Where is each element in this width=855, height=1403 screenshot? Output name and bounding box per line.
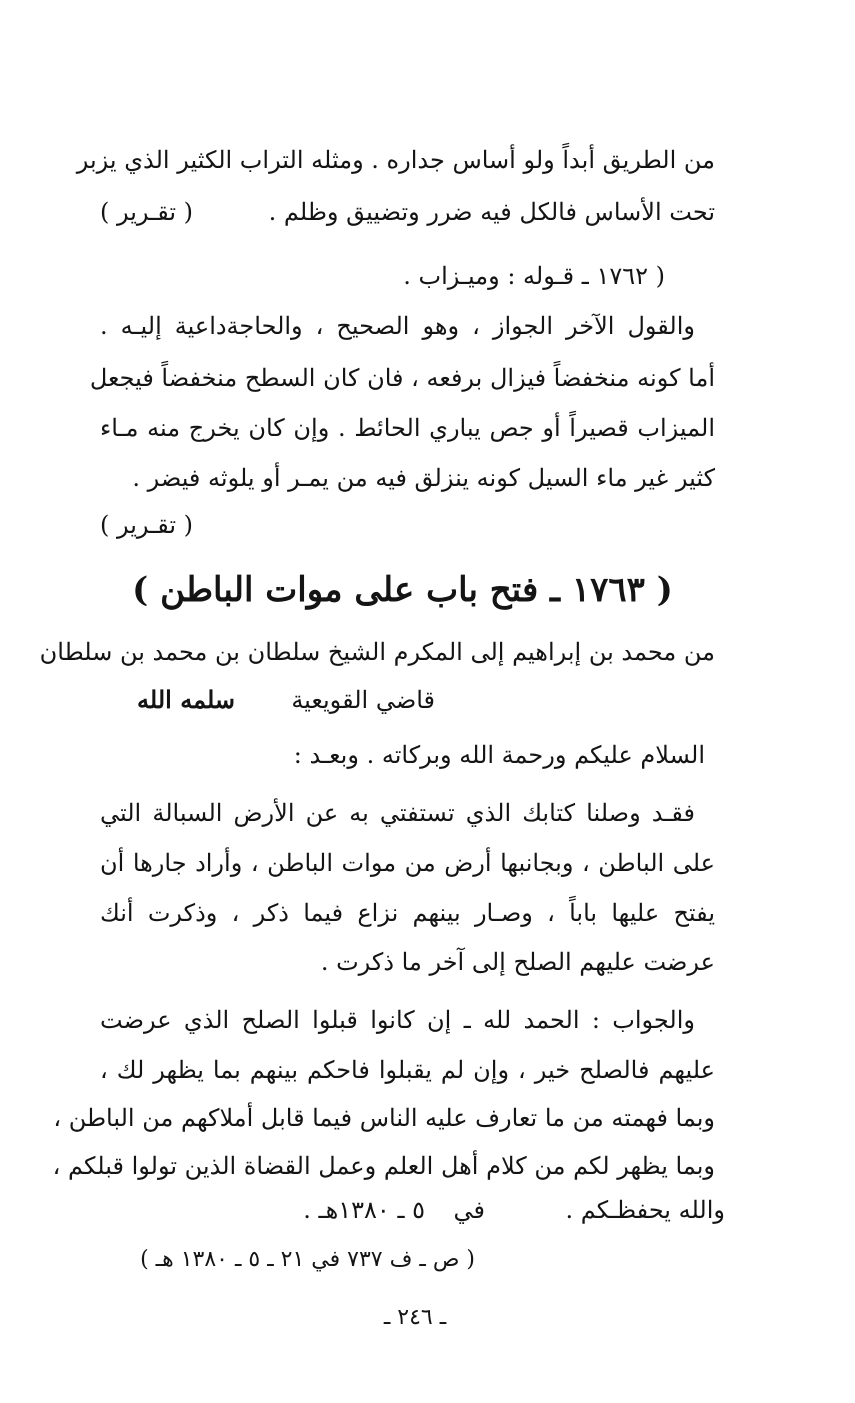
text-line: كثير غير ماء السيل كونه ينزلق فيه من يمـر أو يلوثه فيضر . (132, 464, 715, 492)
taqrir-note: ( تقـرير ) (100, 511, 193, 539)
address-title: قاضي القويعية (291, 686, 435, 714)
text-line: أما كونه منخفضاً فيزال برفعه ، فان كان السطح منخفضاً فيجعل (89, 364, 715, 392)
text-line: عرضت عليهم الصلح إلى آخر ما ذكرت . (320, 948, 715, 976)
text-line: فقـد وصلنا كتابك الذي تستفتي به عن الأرض السبالة التي (100, 799, 695, 827)
closing-date: ٥ ـ ١٣٨٠هـ . (303, 1196, 425, 1224)
address-salutation: سلمه الله (137, 685, 235, 714)
closing-fi: في (453, 1196, 485, 1224)
text-line: على الباطن ، وبجانبها أرض من موات الباطن ، وأراد جارها أن (100, 849, 715, 877)
text-line: والجواب : الحمد لله ـ إن كانوا قبلوا الصلح الذي عرضت (100, 1006, 695, 1034)
text-line: من الطريق أبداً ولو أساس جداره . ومثله التراب الكثير الذي يزبر (76, 146, 715, 174)
item-1762: ( ١٧٦٢ ـ قـوله : وميـزاب . (403, 262, 665, 290)
reference-note: ( ص ـ ف ٧٣٧ في ٢١ ـ ٥ ـ ١٣٨٠ هـ ) (140, 1247, 475, 1272)
text-line-with-note (100, 192, 715, 232)
text-line: وبما فهمته من ما تعارف عليه الناس فيما قابل أملاكهم من الباطن ، (53, 1104, 715, 1132)
page-number: ـ ٢٤٦ ـ (383, 1305, 447, 1330)
text-line: الميزاب قصيراً أو جص يباري الحائط . وإن كان يخرج منه مـاء (100, 414, 715, 442)
address-line-2 (100, 680, 705, 720)
text-line: وبما يظهر لكم من كلام أهل العلم وعمل القضاة الذين تولوا قبلكم ، (52, 1152, 715, 1180)
closing-line (240, 1190, 725, 1230)
text-line: والقول الآخر الجواز ، وهو الصحيح ، والحاجةداعية إليـه . (100, 312, 695, 340)
taqrir-note: ( تقـرير ) (100, 198, 193, 226)
address-line: من محمد بن إبراهيم إلى المكرم الشيخ سلطان بن محمد بن سلطان (39, 638, 715, 666)
text-line: يفتح عليها باباً ، وصـار بينهم نزاع فيما ذكر ، وذكرت أنك (100, 899, 715, 927)
text-line: تحت الأساس فالكل فيه ضرر وتضييق وظلم . (268, 198, 715, 226)
closing-text: والله يحفظـكم . (565, 1196, 725, 1224)
text-line: عليهم فالصلح خير ، وإن لم يقبلوا فاحكم بينهم بما يظهر لك ، (100, 1056, 715, 1084)
section-heading: ( ١٧٦٣ ـ فتح باب على موات الباطن ) (132, 570, 673, 610)
taqrir-line (100, 505, 715, 545)
greeting: السلام عليكم ورحمة الله وبركاته . وبعـد : (293, 741, 705, 769)
